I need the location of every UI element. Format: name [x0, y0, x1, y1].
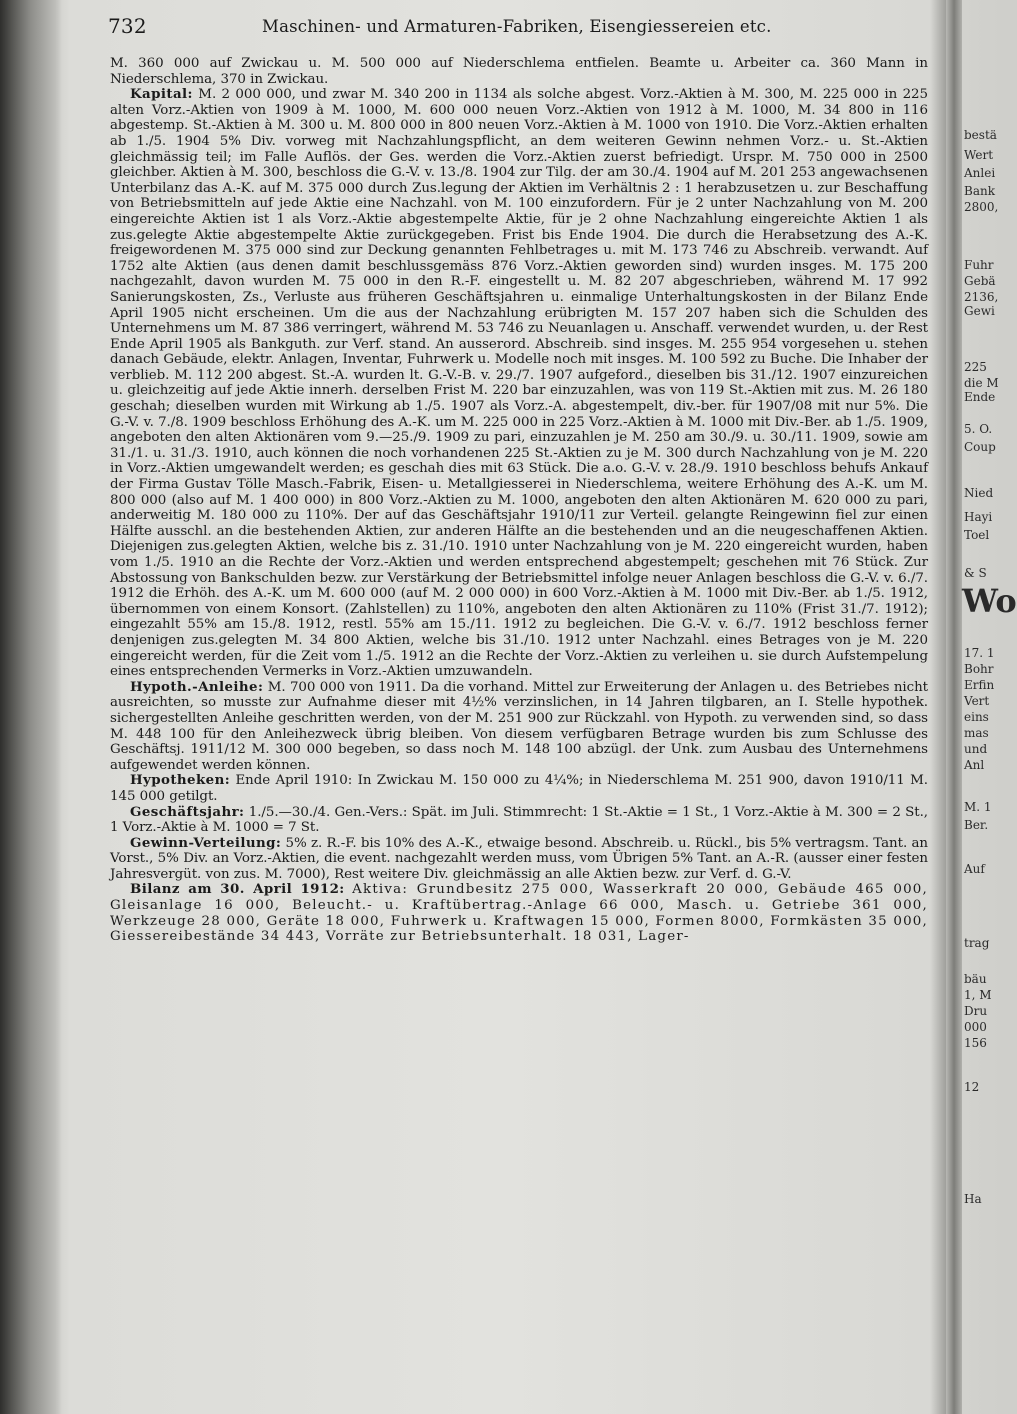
- adjacent-page-fragment: mas: [964, 726, 989, 740]
- section-heading: Hypoth.-Anleihe:: [130, 678, 264, 695]
- paragraph-text: Ende April 1910: In Zwickau M. 150 000 zu 4¼%; in Niederschlema M. 251 900, davon 1910/11 M. 145 000 getilgt.: [110, 773, 928, 804]
- adjacent-page-fragment: 12: [964, 1080, 980, 1094]
- adjacent-page-fragment: Anl: [964, 758, 985, 772]
- adjacent-page-fragments: [962, 0, 1017, 1414]
- adjacent-page-fragment: Gewi: [964, 304, 995, 318]
- paragraph-text: Aktiva: Grundbesitz 275 000, Wasserkraft 20 000, Gebäude 465 000, Gleisanlage 16 000, Beleucht.- u. Kraftübertrag.-Anlage 66 000, Masch. u. Getriebe 361 000, Werkzeuge 28 000, Geräte 18 000, Fuhrwerk u. Kraftwagen 15 000, Formen 8000, Formkästen 35 000, Giessereibestände 34 443, Vorräte zur Betriebsunterhalt. 18 031, Lager-: [110, 882, 928, 945]
- adjacent-page-fragment: 2800,: [964, 200, 999, 214]
- adjacent-page-fragment: 225: [964, 360, 987, 374]
- adjacent-page-fragment: eins: [964, 710, 989, 724]
- adjacent-page-fragment: Fuhr: [964, 258, 994, 272]
- binding-shadow: [0, 0, 62, 1414]
- adjacent-page-fragment: bestä: [964, 128, 997, 142]
- page-gutter: [946, 0, 962, 1414]
- document-page: [82, 14, 946, 1409]
- paragraph-hypotheken: [110, 773, 928, 804]
- adjacent-page-fragment: Wert: [964, 148, 994, 162]
- adjacent-page-fragment: Auf: [964, 862, 985, 876]
- adjacent-page-fragment: Gebä: [964, 274, 996, 288]
- adjacent-page-fragment: und: [964, 742, 988, 756]
- paragraph-text: 5% z. R.-F. bis 10% des A.-K., etwaige besond. Abschreib. u. Rückl., bis 5% vertragsm. Tant. an Vorst., 5% Div. an Vorz.-Aktien, die event. nachgezahlt werden muss, vom Übrigen 5% Tant. an A.-R. (ausser einer festen Jahresvergüt. von zus. M. 7000), Rest weitere Div. gleichmässig an alle Aktien bezw. zur Verf. d. G.-V.: [110, 835, 928, 882]
- running-title: Maschinen- und Armaturen-Fabriken, Eisengiessereien etc.: [262, 17, 772, 36]
- adjacent-page-fragment: Erfin: [964, 678, 995, 692]
- paragraph-text: M. 2 000 000, und zwar M. 340 200 in 1134 als solche abgest. Vorz.-Aktien à M. 300, M. 225 000 in 225 alten Vorz.-Aktien von 1909 à M. 1000, M. 600 000 neuen Vorz.-Aktien von 1912 à M. 1000, M. 34 800 in 116 abgestemp. St.-Aktien à M. 300 u. M. 800 000 in 800 neuen Vorz.-Aktien à M. 1000 von 1910. Die Vorz.-Aktien erhalten ab 1./5. 1904 5% Div. vorweg mit Nachzahlungspflicht, an dem weiteren Gewinn nehmen Vorz.- u. St.-Aktien gleichmässig teil; im Falle Auflös. der Ges. werden die Vorz.-Aktien zuerst befriedigt. Urspr. M. 750 000 in 2500 gleichber. Aktien à M. 300, beschloss die G.-V. v. 13./8. 1904 zur Tilg. der am 30./4. 1904 auf M. 201 253 angewachsenen Unterbilanz das A.-K. auf M. 375 000 durch Zus.legung der Aktien im Verhältnis 2 : 1 herabzusetzen u. zur Beschaffung von Betriebsmitteln auf jede Aktie eine Nachzahl. von M. 100 einzufordern. Für je 2 unter Nachzahlung von M. 200 eingereichte Aktien ist 1 als Vorz.-Aktie abgestempelte Aktie, für je 2 ohne Nachzahlung eingereichte Aktien 1 als zus.gelegte Aktie abgestempelte Aktie zurückgegeben. Frist bis Ende 1904. Die durch die Herabsetzung des A.-K. freigewordenen M. 375 000 sind zur Deckung genannten Fehlbetrages u. mit M. 173 746 zu Abschreib. verwandt. Auf 1752 alte Aktien (aus denen damit beschlussgemäss 876 Vorz.-Aktien geworden sind) wurden insges. M. 175 200 nachgezahlt, davon wurden M. 75 000 in den R.-F. eingestellt u. M. 82 207 abgeschrieben, während M. 17 992 Sanierungskosten, Zs., Verluste aus früheren Geschäftsjahren u. einmalige Unterhaltungskosten in der Bilanz Ende April 1905 nicht erscheinen. Um die aus der Nachzahlung erübrigten M. 157 207 haben sich die Schulden des Unternehmens um M. 87 386 verringert, während M. 53 746 zu Neuanlagen u. Anschaff. verwendet wurden, u. der Rest Ende April 1905 als Bankguth. zur Verf. stand. An ausserord. Abschreib. sind insges. M. 255 954 vorgesehen u. stehen danach Gebäude, elektr. Anlagen, Inventar, Fuhrwerk u. Modelle noch mit insges. M. 100 592 zu Buche. Die Inhaber der verblieb. M. 112 200 abgest. St.-A. wurden lt. G.-V.-B. v. 29./7. 1907 aufgeford., dieselben bis 31./12. 1907 einzureichen u. gleichzeitig auf jede Aktie innerh. derselben Frist M. 220 bar einzuzahlen, was von 119 St.-Aktien mit zus. M. 26 180 geschah; dieselben wurden mit Wirkung ab 1./5. 1907 als Vorz.-A. abgestempelt, div.-ber. für 1907/08 mit nur 5%. Die G.-V. v. 7./8. 1909 beschloss Erhöhung des A.-K. um M. 225 000 in 225 Vorz.-Aktien à M. 1000 mit Div.-Ber. ab 1./5. 1909, angeboten den alten Aktionären vom 9.—25./9. 1909 zu pari, einzuzahlen je M. 250 am 30./9. u. 30./11. 1909, sowie am 31./1. u. 31./3. 1910, auch können die noch vorhandenen 225 St.-Aktien zu je M. 300 durch Nachzahlung von je M. 220 in Vorz.-Aktien umgewandelt werden; es geschah dies mit 63 Stück. Die a.o. G.-V. v. 28./9. 1910 beschloss behufs Ankauf der Firma Gustav Tölle Masch.-Fabrik, Eisen- u. Metallgiesserei in Niederschlema, weitere Erhöhung des A.-K. um M. 800 000 (also auf M. 1 400 000) in 800 Vorz.-Aktien zu M. 1000, angeboten den alten Aktionären M. 620 000 zu pari, anderweitig M. 180 000 zu 110%. Der auf das Geschäftsjahr 1910/11 zur Verteil. gelangte Reingewinn fiel zur einen Hälfte ausschl. an die bestehenden Aktien, zur anderen Hälfte an die bestehenden und an die neugeschaffenen Aktien. Diejenigen zus.gelegten Aktien, welche bis z. 31./10. 1910 unter Nachzahlung von je M. 220 eingereicht wurden, haben vom 1./5. 1910 an die Rechte der Vorz.-Aktien und werden entsprechend abgestempelt; geschehen mit 76 Stück. Zur Abstossung von Bankschulden bezw. zur Verstärkung der Betriebsmittel infolge neuer Anlagen beschloss die G.-V. v. 6./7. 1912 die Erhöh. des A.-K. um M. 600 000 (auf M. 2 000 000) in 600 Vorz.-Aktien à M. 1000 mit Div.-Ber. ab 1./5. 1912, übernommen von einem Konsort. (Zahlstellen) zu 110%, angeboten den alten Aktionären zu 110% (Frist 31./7. 1912); eingezahlt 55% am 15./8. 1912, restl. 55% am 15./11. 1912 zu begleichen. Die G.-V. v. 6./7. 1912 beschloss ferner denjenigen zus.gelegten M. 34 800 Aktien, welche bis 31./10. 1912 unter Nachzahl. eines Betrages von je M. 220 eingereicht werden, für die Zeit vom 1./5. 1912 an die Rechte der Vorz.-Aktien zu verleihen u. sie durch Aufstempelung eines entsprechenden Vermerks in Vorz.-Aktien umzuwandeln.: [110, 87, 928, 680]
- adjacent-page-fragment: M. 1: [964, 800, 992, 814]
- adjacent-page-fragment: 000: [964, 1020, 987, 1034]
- page-header: [108, 14, 946, 44]
- paragraph-text: M. 700 000 von 1911. Da die vorhand. Mittel zur Erweiterung der Anlagen u. des Betriebes nicht ausreichten, so musste zur Aufnahme dieser mit 4½% verzinslichen, in 14 Jahren tilgbaren, an I. Stelle hypothek. sichergestellten Anleihe geschritten werden, von der M. 251 900 zur Rückzahl. von Hypoth. zu verwenden sind, so dass M. 448 100 für den Anleihezweck übrig bleiben. Von diesem verfügbaren Betrage wurden bis zum Schlusse des Geschäftsj. 1911/12 M. 300 000 begeben, so dass noch M. 148 100 abzügl. der Unk. zum Ausbau des Unternehmens aufgewendet werden können.: [110, 679, 928, 773]
- adjacent-page-fragment: 17. 1: [964, 646, 995, 660]
- page-number: 732: [108, 14, 147, 38]
- adjacent-page-fragment: 2136,: [964, 290, 999, 304]
- adjacent-page-fragment: 156: [964, 1036, 987, 1050]
- paragraph-geschaeftsjahr: [110, 805, 928, 836]
- paragraph-intro: [110, 56, 928, 87]
- adjacent-page-fragment: Wo: [962, 582, 1017, 620]
- adjacent-page-fragment: trag: [964, 936, 990, 950]
- adjacent-page-fragment: Hayi: [964, 510, 993, 524]
- adjacent-page-fragment: Coup: [964, 440, 996, 454]
- adjacent-page-fragment: Bohr: [964, 662, 994, 676]
- adjacent-page-fragment: Ende: [964, 390, 996, 404]
- section-heading: Kapital:: [130, 86, 193, 103]
- adjacent-page-fragment: Anlei: [964, 166, 996, 180]
- adjacent-page-fragment: Ha: [964, 1192, 982, 1206]
- adjacent-page-fragment: & S: [964, 566, 987, 580]
- adjacent-page-fragment: bäu: [964, 972, 987, 986]
- adjacent-page-fragment: Toel: [964, 528, 990, 542]
- adjacent-page-fragment: Ber.: [964, 818, 989, 832]
- paragraph-hypoth-anleihe: [110, 680, 928, 774]
- paragraph-gewinn-verteilung: [110, 836, 928, 883]
- section-heading: Geschäftsjahr:: [130, 803, 245, 820]
- adjacent-page-fragment: Nied: [964, 486, 994, 500]
- adjacent-page-fragment: Dru: [964, 1004, 988, 1018]
- section-heading: Gewinn-Verteilung:: [130, 834, 282, 851]
- paragraph-text: 1./5.—30./4. Gen.-Vers.: Spät. im Juli. Stimmrecht: 1 St.-Aktie = 1 St., 1 Vorz.-Aktie à M. 300 = 2 St., 1 Vorz.-Aktie à M. 1000 = 7 St.: [110, 804, 928, 836]
- document-body: [110, 56, 928, 945]
- paragraph-kapital: [110, 87, 928, 680]
- adjacent-page-fragment: die M: [964, 376, 999, 390]
- paragraph-bilanz: [110, 882, 928, 944]
- adjacent-page-fragment: Vert: [964, 694, 990, 708]
- adjacent-page-fragment: 1, M: [964, 988, 992, 1002]
- paragraph-text: M. 360 000 auf Zwickau u. M. 500 000 auf Niederschlema entfielen. Beamte u. Arbeiter ca. 360 Mann in Niederschlema, 370 in Zwickau.: [110, 56, 928, 87]
- adjacent-page-fragment: 5. O.: [964, 422, 993, 436]
- adjacent-page-fragment: Bank: [964, 184, 995, 198]
- section-heading: Bilanz am 30. April 1912:: [130, 881, 345, 898]
- section-heading: Hypotheken:: [130, 772, 231, 789]
